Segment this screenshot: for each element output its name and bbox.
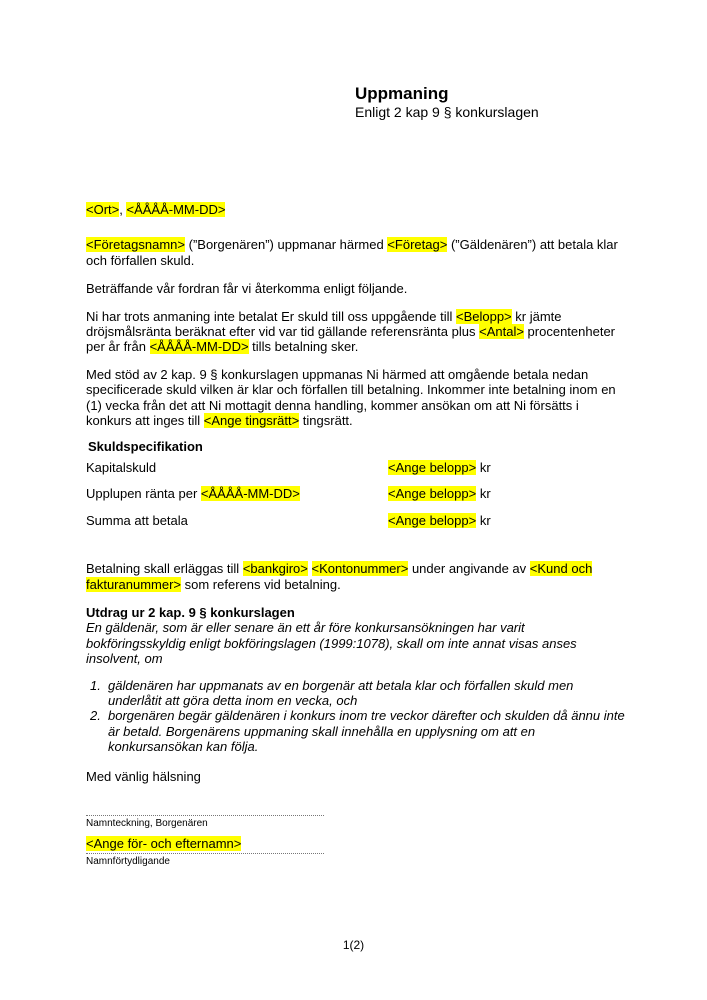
payment-paragraph xyxy=(86,561,626,592)
place-date-line xyxy=(86,202,626,217)
text-run: , xyxy=(119,202,127,217)
debt-specification-heading: Skuldspecifikation xyxy=(88,439,203,455)
placeholder-field[interactable]: <Antal> xyxy=(479,324,524,340)
parties-paragraph xyxy=(86,237,626,268)
law-excerpt-list xyxy=(86,678,626,755)
placeholder-field[interactable]: <Ange belopp> xyxy=(388,512,477,528)
document-title: Uppmaning xyxy=(355,84,449,103)
text-run xyxy=(308,561,312,576)
spec-row-value xyxy=(388,460,626,475)
spec-row-total xyxy=(86,513,626,528)
text-run: Summa att betala xyxy=(86,512,188,528)
signature-block xyxy=(86,815,626,868)
placeholder-field[interactable]: <bankgiro> xyxy=(242,561,308,577)
document-header xyxy=(355,84,626,120)
spec-row-accrued-interest xyxy=(86,486,626,501)
placeholder-field[interactable]: <Ort> xyxy=(86,202,120,217)
placeholder-field[interactable]: <Ange belopp> xyxy=(388,459,477,475)
law-item xyxy=(86,678,626,709)
regarding-paragraph xyxy=(86,281,626,296)
text-run: under angivande av xyxy=(408,561,530,577)
text-run: kr xyxy=(476,512,491,528)
placeholder-field[interactable]: <Ange belopp> xyxy=(388,486,477,502)
placeholder-field[interactable]: <Företagsnamn> xyxy=(86,237,186,253)
text-run: kr xyxy=(476,486,491,502)
law-item xyxy=(86,708,626,754)
law-item-number: 1. xyxy=(90,677,101,693)
text-run: kr xyxy=(476,459,491,475)
law-excerpt-section xyxy=(86,605,626,755)
document-subtitle: Enligt 2 kap 9 § konkurslagen xyxy=(355,104,539,120)
text-run: tingsrätt. xyxy=(299,413,353,429)
demand-paragraph xyxy=(86,367,626,429)
law-item-text: borgenären begär gäldenären i konkurs inom tre veckor därefter och skulden då ännu inte är betald. Borgenärens uppmaning skall innehålla en upplysning om att en konkursansökan kan följa. xyxy=(108,708,625,755)
spec-row-value xyxy=(388,486,626,501)
placeholder-field[interactable]: <ÅÅÅÅ-MM-DD> xyxy=(149,339,249,355)
name-clarification-label: Namnförtydligande xyxy=(86,856,170,868)
debt-specification-section xyxy=(86,439,626,528)
signature-line xyxy=(86,815,324,816)
law-excerpt-intro: En gäldenär, som är eller senare än ett år före konkursansökningen har varit bokföringsskyldig enligt bokföringslagen (1999:1078), skall om inte annat visas anses insolvent, om xyxy=(86,620,577,667)
law-item-text: gäldenären har uppmanats av en borgenär att betala klar och förfallen skuld men underlåtit att göra detta inom en vecka, och xyxy=(108,677,574,708)
text-run: Ni har trots anmaning inte betalat Er skuld till oss uppgående till xyxy=(86,308,456,324)
placeholder-field[interactable]: <Kontonummer> xyxy=(311,561,409,577)
closing-salutation: Med vänlig hälsning xyxy=(86,768,201,784)
name-placeholder-field[interactable]: <Ange för- och efternamn> xyxy=(86,835,242,851)
placeholder-field[interactable]: <Ange tingsrätt> xyxy=(203,413,300,429)
page-number: 1(2) xyxy=(342,938,365,952)
signature-line-label: Namnteckning, Borgenären xyxy=(86,817,208,829)
text-run: (”Borgenären”) uppmanar härmed xyxy=(185,237,388,253)
text-run: tills betalning sker. xyxy=(248,339,359,355)
text-run: (”Gäldenären”) att betala klar och förfallen skuld. xyxy=(86,237,618,268)
name-clarification-line xyxy=(86,853,324,854)
spec-row-label xyxy=(86,513,388,528)
text-run: Betalning skall erläggas till xyxy=(86,561,243,577)
placeholder-field[interactable]: <Kund och fakturanummer> xyxy=(86,561,593,592)
law-excerpt-heading: Utdrag ur 2 kap. 9 § konkurslagen xyxy=(86,604,295,620)
text-run: som referens vid betalning. xyxy=(181,576,341,592)
text-run: Beträffande vår fordran får vi återkomma enligt följande. xyxy=(86,281,408,297)
placeholder-field[interactable]: <ÅÅÅÅ-MM-DD> xyxy=(200,486,300,502)
text-run: Kapitalskuld xyxy=(86,459,157,475)
text-run: procentenheter per år från xyxy=(86,324,616,355)
law-item-number: 2. xyxy=(90,708,101,724)
placeholder-field[interactable]: <Belopp> xyxy=(455,308,512,324)
debt-paragraph xyxy=(86,309,626,355)
placeholder-field[interactable]: <Företag> xyxy=(387,237,448,253)
signer-name-row xyxy=(86,836,626,851)
spec-row-value xyxy=(388,513,626,528)
spec-row-capital-debt xyxy=(86,460,626,475)
spec-row-label xyxy=(86,486,388,501)
text-run: kr jämte dröjsmålsränta beräknat efter vid var tid gällande referensränta plus xyxy=(86,308,562,340)
text-run: Upplupen ränta per xyxy=(86,486,201,502)
text-run: Med stöd av 2 kap. 9 § konkurslagen uppmanas Ni härmed att omgående betala nedan specificerade skuld vilken är klar och förfallen till betalning. Inkommer inte betalning inom en (1) vecka från det att Ni mottagit denna handling, kommer ansökan om att Ni försätts i konkurs att inges till xyxy=(86,366,616,429)
placeholder-field[interactable]: <ÅÅÅÅ-MM-DD> xyxy=(126,202,226,217)
spec-row-label xyxy=(86,460,388,475)
